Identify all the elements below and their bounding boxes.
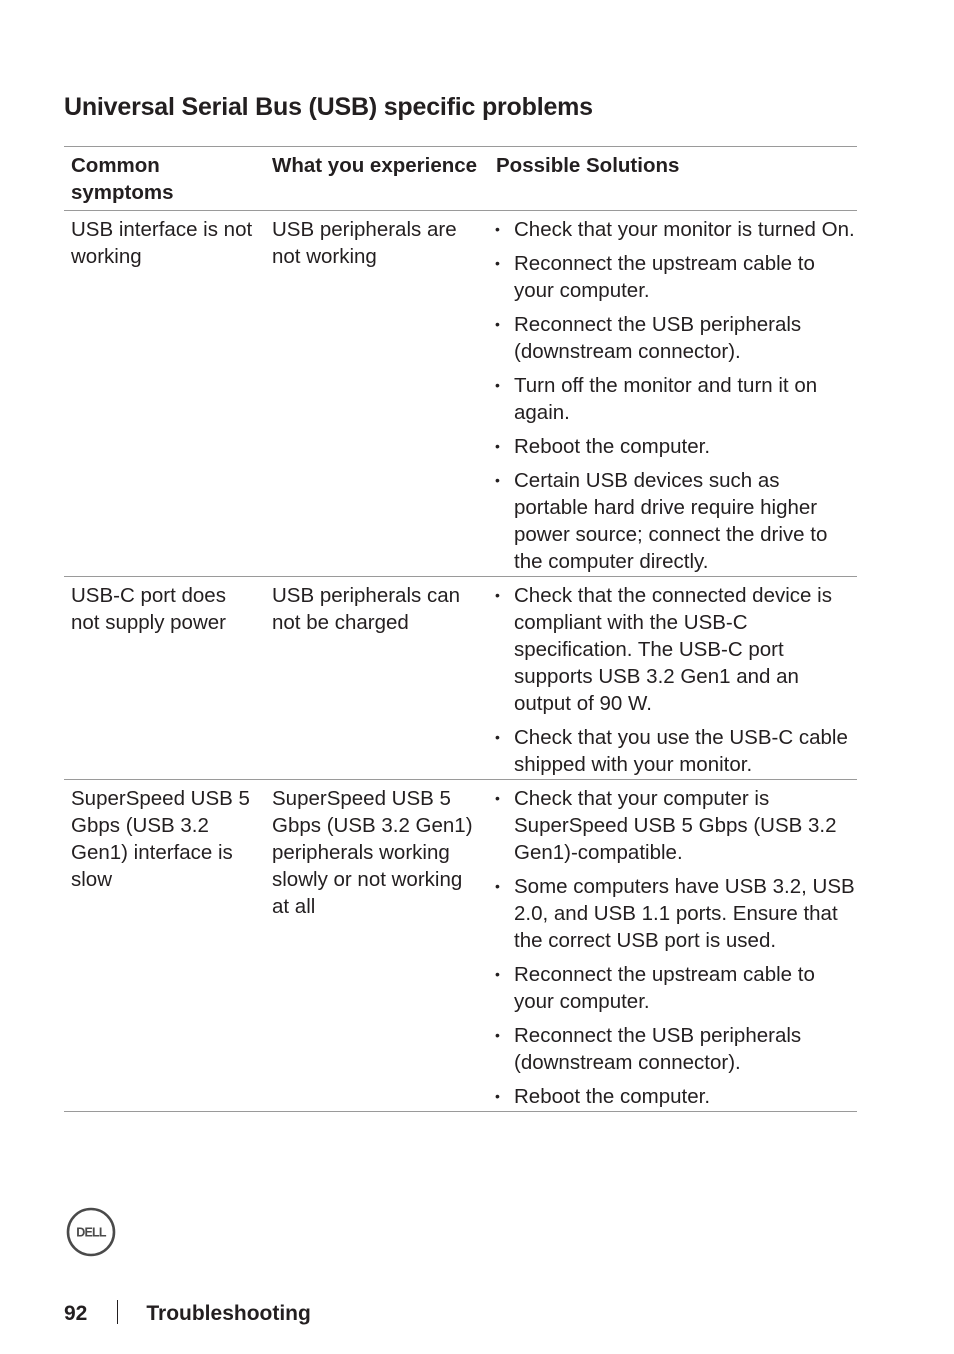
bullet-icon: •	[495, 790, 500, 806]
bullet-icon: •	[495, 438, 500, 454]
table-body	[64, 211, 857, 1112]
experience-cell: SuperSpeed USB 5 Gbps (USB 3.2 Gen1) peripherals working slowly or not working at all	[272, 787, 473, 918]
solution-item	[495, 582, 855, 717]
solution-item	[495, 1022, 855, 1076]
dell-logo	[66, 1207, 116, 1257]
symptom-cell: USB-C port does not supply power	[71, 584, 226, 634]
bullet-icon: •	[495, 1027, 500, 1043]
header-what-you-experience: What you experience	[272, 154, 478, 177]
bullet-icon: •	[495, 255, 500, 271]
bullet-icon: •	[495, 966, 500, 982]
footer-separator	[117, 1300, 118, 1324]
solution-text: Check that you use the USB-C cable shipped with your monitor.	[514, 726, 848, 776]
solution-item	[495, 311, 855, 365]
solution-item	[495, 216, 855, 243]
solution-item	[495, 433, 855, 460]
section-name: Troubleshooting	[146, 1302, 311, 1325]
table-header	[64, 147, 857, 211]
table-row	[64, 211, 857, 577]
symptom-cell: USB interface is not working	[71, 218, 253, 268]
symptom-cell: SuperSpeed USB 5 Gbps (USB 3.2 Gen1) interface is slow	[71, 787, 250, 891]
page-footer	[64, 1300, 311, 1328]
bullet-icon: •	[495, 587, 500, 603]
solution-item	[495, 1083, 855, 1110]
solution-item	[495, 785, 855, 866]
page-number: 92	[64, 1302, 88, 1325]
solution-item	[495, 873, 855, 954]
bullet-icon: •	[495, 729, 500, 745]
experience-cell: USB peripherals can not be charged	[272, 584, 461, 634]
solution-text: Reconnect the upstream cable to your computer.	[514, 963, 815, 1013]
solution-text: Reconnect the USB peripherals (downstream connector).	[514, 313, 802, 363]
solution-text: Reboot the computer.	[514, 435, 711, 458]
solution-text: Some computers have USB 3.2, USB 2.0, and USB 1.1 ports. Ensure that the correct USB port is used.	[514, 875, 855, 952]
solutions-list	[495, 785, 855, 1110]
bullet-icon: •	[495, 377, 500, 393]
bullet-icon: •	[495, 878, 500, 894]
header-possible-solutions: Possible Solutions	[496, 154, 680, 177]
experience-cell: USB peripherals are not working	[272, 218, 457, 268]
solution-item	[495, 250, 855, 304]
solution-text: Check that your computer is SuperSpeed USB 5 Gbps (USB 3.2 Gen1)-compatible.	[514, 787, 837, 864]
solution-text: Turn off the monitor and turn it on again.	[514, 374, 818, 424]
solution-item	[495, 961, 855, 1015]
solutions-cell	[489, 211, 857, 577]
bullet-icon: •	[495, 221, 500, 237]
solution-text: Check that the connected device is compliant with the USB-C specification. The USB-C port supports USB 3.2 Gen1 and an output of 90 W.	[514, 584, 832, 715]
header-common-symptoms: Common symptoms	[71, 154, 174, 204]
page-title: Universal Serial Bus (USB) specific problems	[64, 93, 593, 121]
bullet-icon: •	[495, 1088, 500, 1104]
solution-text: Check that your monitor is turned On.	[514, 218, 855, 241]
bullet-icon: •	[495, 316, 500, 332]
solutions-list	[495, 216, 855, 575]
usb-problems-table	[64, 146, 857, 1112]
table-row	[64, 577, 857, 780]
solution-text: Reconnect the upstream cable to your computer.	[514, 252, 815, 302]
solutions-cell	[489, 577, 857, 780]
table-row	[64, 780, 857, 1112]
solution-item	[495, 724, 855, 778]
solution-text: Reboot the computer.	[514, 1085, 711, 1108]
solutions-list	[495, 582, 855, 778]
solution-item	[495, 467, 855, 575]
dell-logo-wordmark: DELL	[76, 1225, 106, 1240]
solution-text: Certain USB devices such as portable hard drive require higher power source; connect the drive to the computer directly.	[514, 469, 828, 573]
solution-text: Reconnect the USB peripherals (downstream connector).	[514, 1024, 802, 1074]
solution-item	[495, 372, 855, 426]
solutions-cell	[489, 780, 857, 1112]
bullet-icon: •	[495, 472, 500, 488]
table-header-row	[64, 147, 857, 211]
